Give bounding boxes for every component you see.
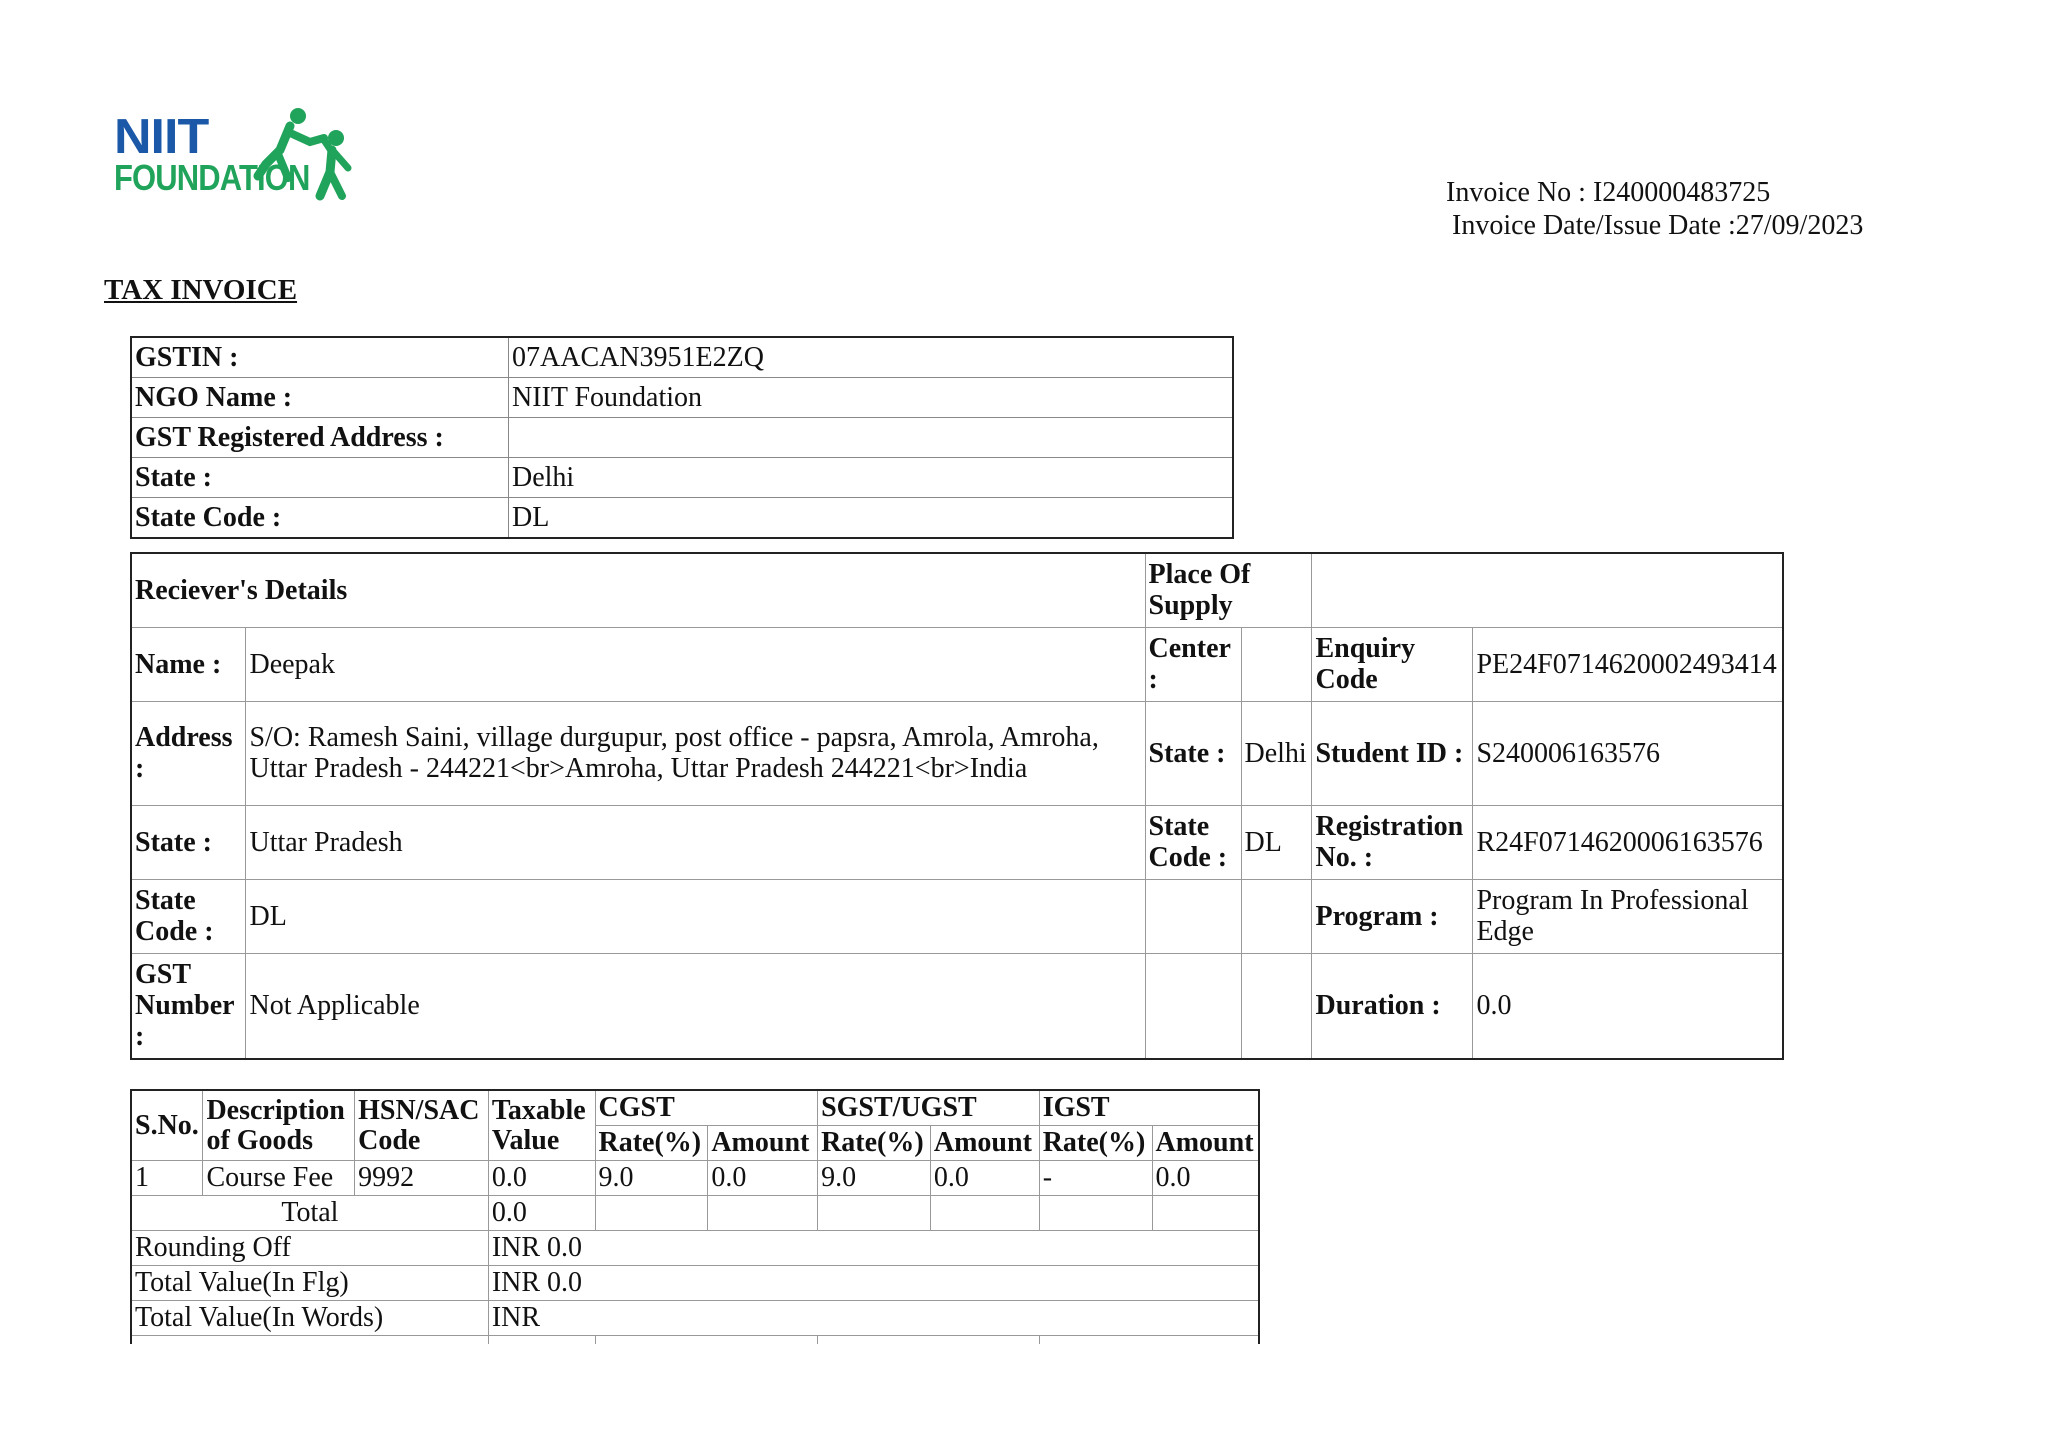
col-header-sgst-rate: Rate(%) xyxy=(818,1126,931,1161)
col-header-hsn: HSN/SAC Code xyxy=(355,1090,489,1161)
receiver-name-value: Deepak xyxy=(246,627,1145,701)
center-label: Center : xyxy=(1145,627,1241,701)
col-header-description: Description of Goods xyxy=(203,1090,355,1161)
program-label: Program : xyxy=(1312,879,1473,953)
item-igst-rate: - xyxy=(1039,1161,1152,1196)
duration-label: Duration : xyxy=(1312,953,1473,1059)
receiver-state-label: State : xyxy=(131,805,246,879)
ngo-name-value: NIIT Foundation xyxy=(509,378,1234,418)
pos-state-code-value: DL xyxy=(1241,805,1312,879)
table-row xyxy=(131,701,1783,805)
helping-hand-figures-icon xyxy=(250,106,362,202)
table-row xyxy=(131,418,1233,458)
invoice-number: Invoice No : I240000483725 xyxy=(1446,177,1771,208)
col-header-sgst-amount: Amount xyxy=(930,1126,1039,1161)
items-table xyxy=(130,1089,1260,1344)
empty-cell xyxy=(818,1196,931,1231)
logo-word-foundation: FOUNDATION xyxy=(114,157,310,198)
empty-cell xyxy=(595,1336,818,1345)
total-words-row xyxy=(131,1301,1259,1336)
empty-cell xyxy=(1145,953,1241,1059)
niit-foundation-logo xyxy=(110,106,360,206)
empty-cell xyxy=(1152,1196,1259,1231)
center-value xyxy=(1241,627,1312,701)
empty-cell xyxy=(488,1336,595,1345)
total-flg-label: Total Value(In Flg) xyxy=(131,1266,488,1301)
item-hsn: 9992 xyxy=(355,1161,489,1196)
document-title: TAX INVOICE xyxy=(104,274,298,306)
gst-number-value: Not Applicable xyxy=(246,953,1145,1059)
invoice-meta xyxy=(1446,176,1863,242)
ngo-name-label: NGO Name : xyxy=(131,378,509,418)
pos-state-value: Delhi xyxy=(1241,701,1312,805)
empty-cell xyxy=(595,1196,708,1231)
empty-cell xyxy=(930,1196,1039,1231)
col-header-igst-rate: Rate(%) xyxy=(1039,1126,1152,1161)
duration-value: 0.0 xyxy=(1473,953,1783,1059)
col-header-igst-amount: Amount xyxy=(1152,1126,1259,1161)
table-row-partial xyxy=(131,1336,1259,1345)
pos-state-label: State : xyxy=(1145,701,1241,805)
total-flg-value: INR 0.0 xyxy=(488,1266,1259,1301)
item-igst-amount: 0.0 xyxy=(1152,1161,1259,1196)
table-header-row xyxy=(131,1090,1259,1126)
empty-cell xyxy=(708,1196,818,1231)
pos-state-code-label: State Code : xyxy=(1145,805,1241,879)
total-row xyxy=(131,1196,1259,1231)
student-id-value: S240006163576 xyxy=(1473,701,1783,805)
table-row xyxy=(131,805,1783,879)
gst-address-value xyxy=(509,418,1234,458)
receiver-details-table xyxy=(130,552,1784,1060)
item-sno: 1 xyxy=(131,1161,203,1196)
table-row xyxy=(131,458,1233,498)
item-description: Course Fee xyxy=(203,1161,355,1196)
receiver-name-label: Name : xyxy=(131,627,246,701)
col-header-cgst: CGST xyxy=(595,1090,818,1126)
supplier-state-label: State : xyxy=(131,458,509,498)
logo-word-niit: NIIT xyxy=(114,109,209,165)
table-row xyxy=(131,378,1233,418)
supplier-details-table xyxy=(130,336,1234,539)
item-sgst-amount: 0.0 xyxy=(930,1161,1039,1196)
supplier-state-code-value: DL xyxy=(509,498,1234,539)
table-row xyxy=(131,627,1783,701)
item-sgst-rate: 9.0 xyxy=(818,1161,931,1196)
enquiry-code-value: PE24F0714620002493414 xyxy=(1473,627,1783,701)
empty-cell xyxy=(131,1336,488,1345)
item-taxable: 0.0 xyxy=(488,1161,595,1196)
table-row xyxy=(131,879,1783,953)
total-flg-row xyxy=(131,1266,1259,1301)
col-header-sno: S.No. xyxy=(131,1090,203,1161)
col-header-sgst: SGST/UGST xyxy=(818,1090,1040,1126)
rounding-label: Rounding Off xyxy=(131,1231,488,1266)
table-row xyxy=(131,1161,1259,1196)
table-row xyxy=(131,553,1783,627)
total-words-value: INR xyxy=(488,1301,1259,1336)
gst-address-label: GST Registered Address : xyxy=(131,418,509,458)
empty-cell xyxy=(1241,953,1312,1059)
empty-cell xyxy=(1039,1196,1152,1231)
item-cgst-rate: 9.0 xyxy=(595,1161,708,1196)
receiver-state-value: Uttar Pradesh xyxy=(246,805,1145,879)
receiver-state-code-label: State Code : xyxy=(131,879,246,953)
col-header-igst: IGST xyxy=(1039,1090,1259,1126)
empty-cell xyxy=(1145,879,1241,953)
supplier-state-code-label: State Code : xyxy=(131,498,509,539)
total-value: 0.0 xyxy=(488,1196,595,1231)
gst-number-label: GST Number : xyxy=(131,953,246,1059)
gstin-value: 07AACAN3951E2ZQ xyxy=(509,337,1234,378)
item-cgst-amount: 0.0 xyxy=(708,1161,818,1196)
receiver-address-label: Address : xyxy=(131,701,246,805)
enquiry-code-label: Enquiry Code xyxy=(1312,627,1473,701)
program-value: Program In Professional Edge xyxy=(1473,879,1783,953)
col-header-taxable: Taxable Value xyxy=(488,1090,595,1161)
student-id-label: Student ID : xyxy=(1312,701,1473,805)
col-header-cgst-rate: Rate(%) xyxy=(595,1126,708,1161)
invoice-date: Invoice Date/Issue Date :27/09/2023 xyxy=(1452,210,1864,241)
rounding-value: INR 0.0 xyxy=(488,1231,1259,1266)
total-label: Total xyxy=(131,1196,488,1231)
registration-no-label: Registration No. : xyxy=(1312,805,1473,879)
table-row xyxy=(131,953,1783,1059)
rounding-row xyxy=(131,1231,1259,1266)
supplier-state-value: Delhi xyxy=(509,458,1234,498)
empty-cell xyxy=(1241,879,1312,953)
gstin-label: GSTIN : xyxy=(131,337,509,378)
col-header-cgst-amount: Amount xyxy=(708,1126,818,1161)
empty-cell xyxy=(1039,1336,1259,1345)
table-row xyxy=(131,498,1233,539)
place-of-supply-blank xyxy=(1312,553,1783,627)
receiver-heading: Reciever's Details xyxy=(131,553,1145,627)
receiver-state-code-value: DL xyxy=(246,879,1145,953)
total-words-label: Total Value(In Words) xyxy=(131,1301,488,1336)
empty-cell xyxy=(818,1336,1040,1345)
receiver-address-value: S/O: Ramesh Saini, village durgupur, post office - papsra, Amrola, Amroha, Uttar Pradesh - 244221<br>Amroha, Uttar Pradesh 244221<br>India xyxy=(246,701,1145,805)
registration-no-value: R24F0714620006163576 xyxy=(1473,805,1783,879)
table-row xyxy=(131,337,1233,378)
place-of-supply-label: Place Of Supply xyxy=(1145,553,1312,627)
